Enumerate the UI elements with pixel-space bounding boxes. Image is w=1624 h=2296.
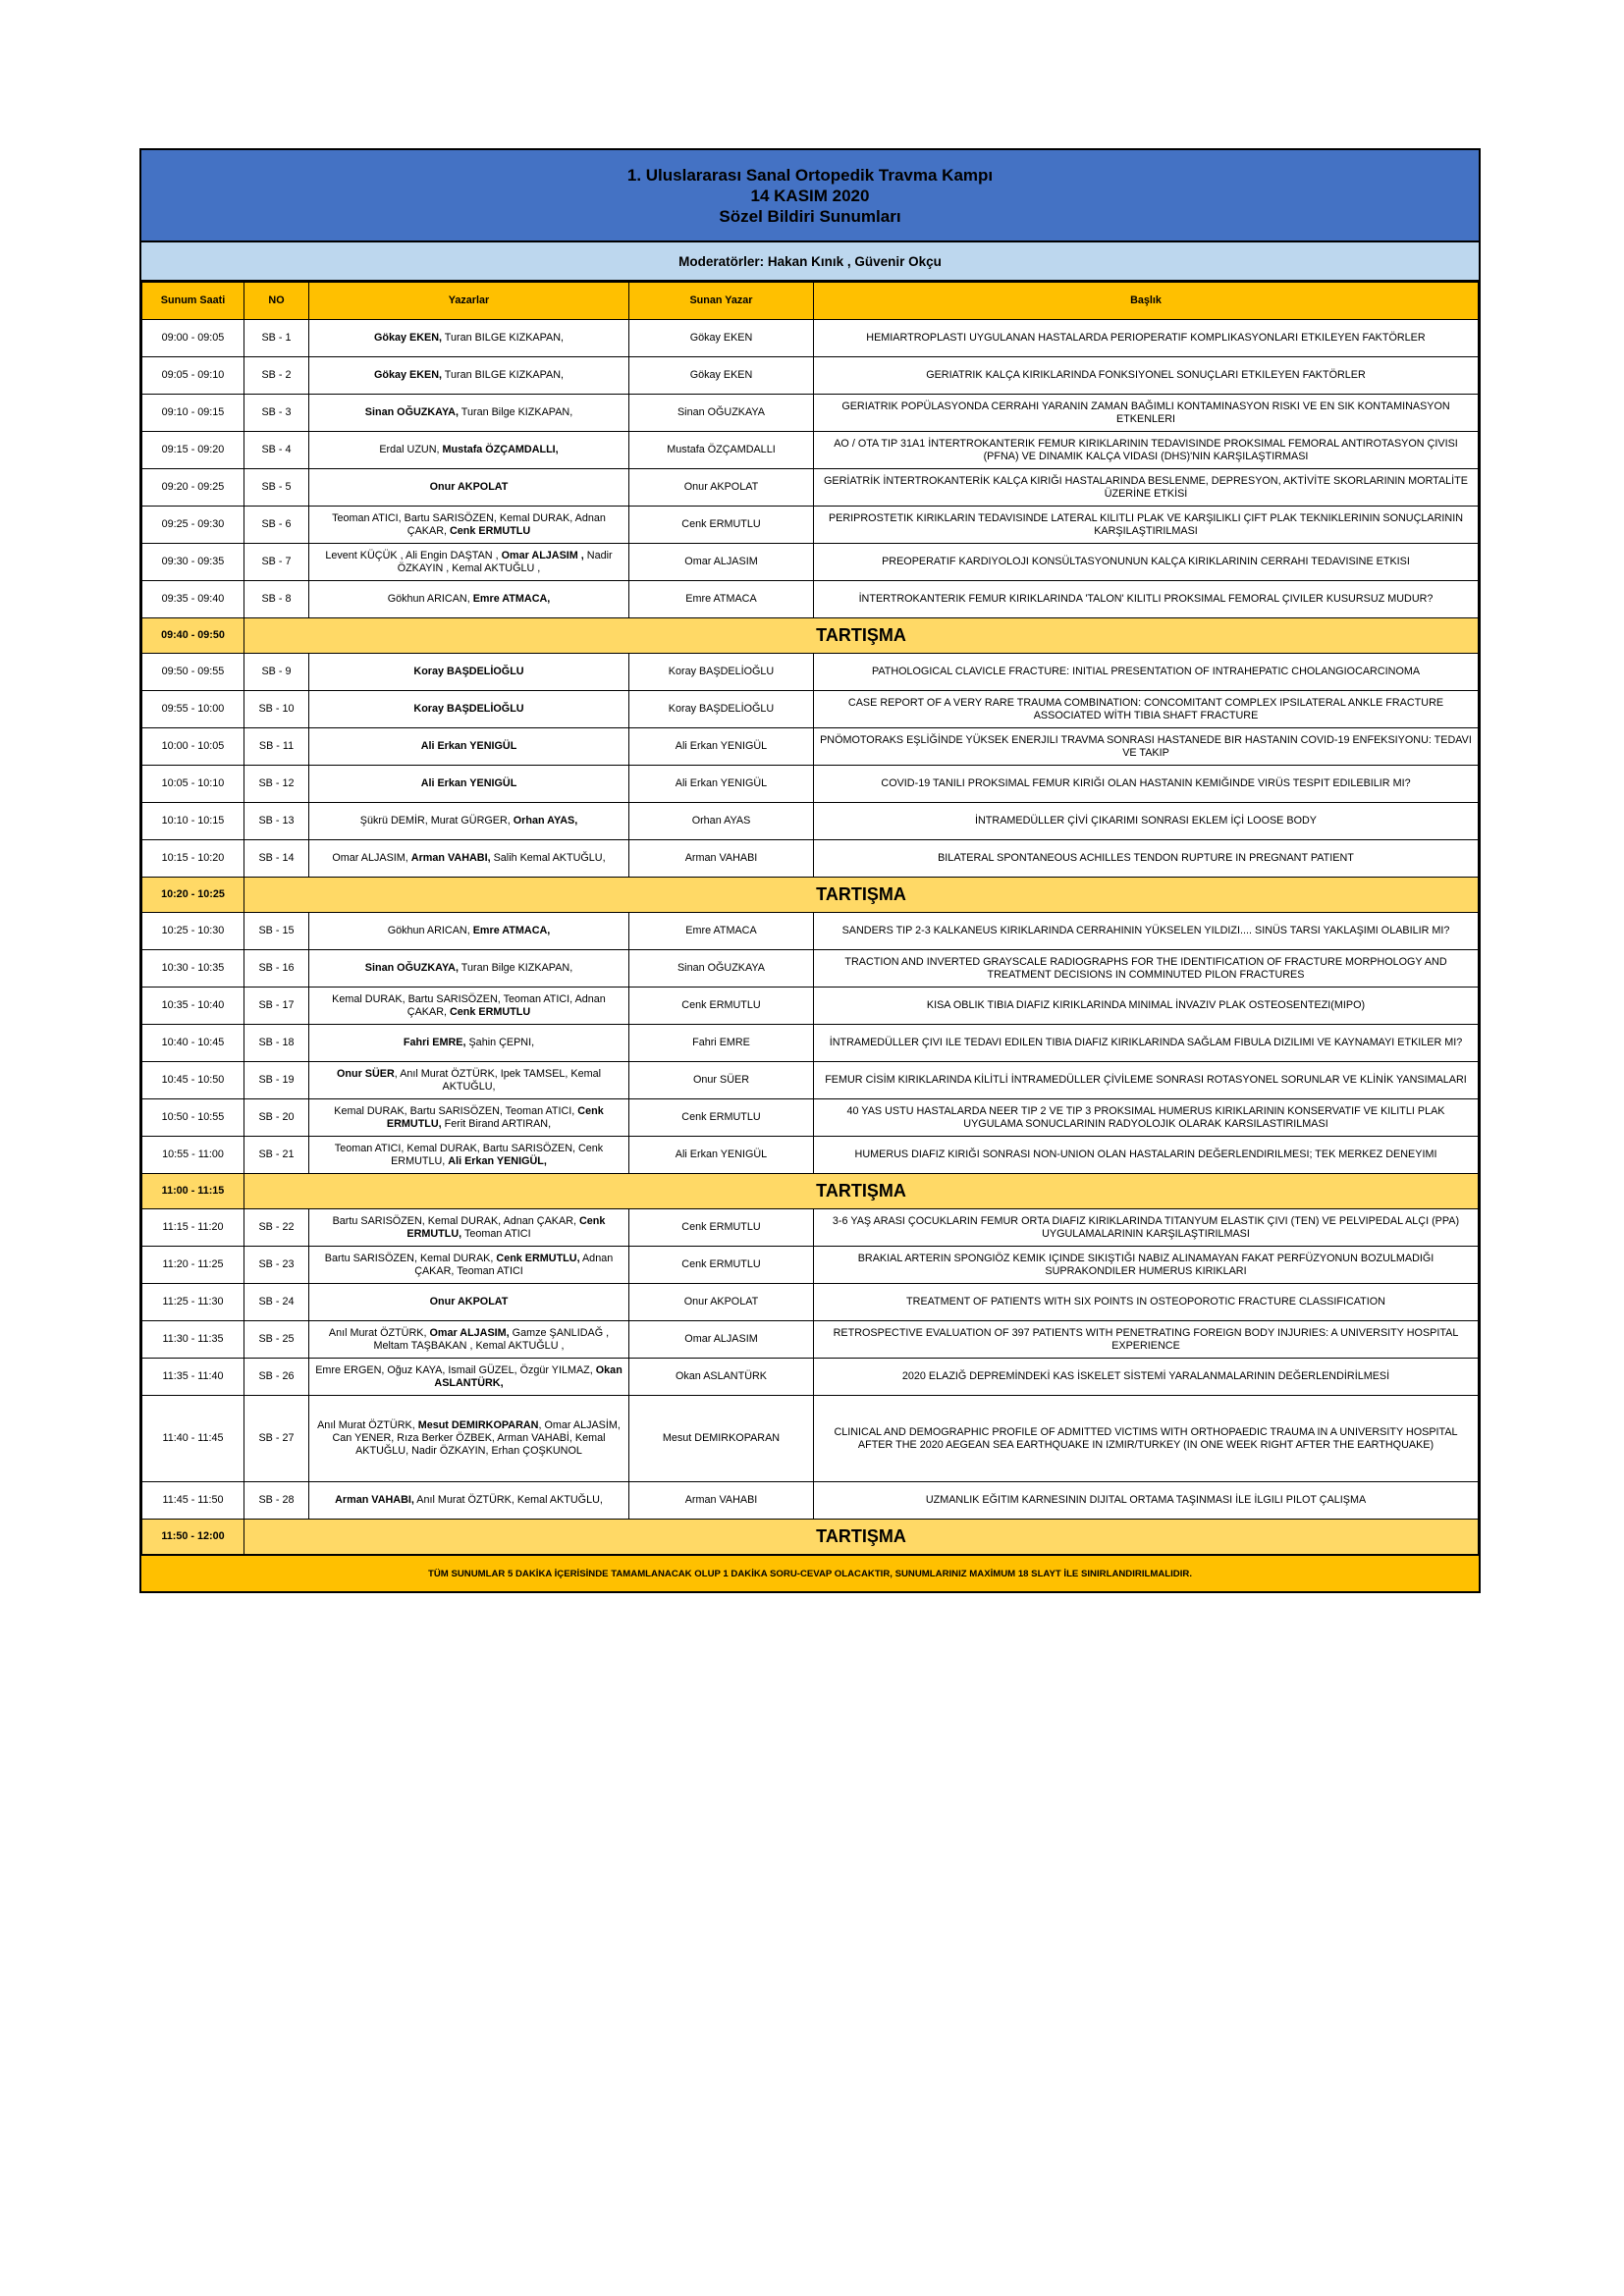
- presentation-title: AO / OTA TIP 31A1 İNTERTROKANTERIK FEMUR KIRIKLARININ TEDAVISINDE PROKSIMAL FEMORAL ANTIROTASYON ÇIVISI (PFNA) VE DINAMIK KALÇA VIDASI (DHS)'NIN KARŞILAŞTIRMASI: [814, 432, 1479, 469]
- presentation-row: [142, 507, 1479, 544]
- presenting-author-name: Ali Erkan YENIGÜL: [420, 777, 517, 789]
- authors-cell: [309, 654, 629, 691]
- presentation-row: [142, 395, 1479, 432]
- presentation-time: 09:00 - 09:05: [142, 320, 244, 357]
- presenting-author-name: Fahri EMRE,: [403, 1037, 466, 1048]
- discussion-time: 11:00 - 11:15: [142, 1174, 244, 1209]
- presentation-time: 10:00 - 10:05: [142, 728, 244, 766]
- discussion-label: TARTIŞMA: [244, 1174, 1479, 1209]
- presentation-no: SB - 5: [244, 469, 309, 507]
- presentation-title: PNÖMOTORAKS EŞLİĞİNDE YÜKSEK ENERJILI TRAVMA SONRASI HASTANEDE BIR HASTANIN COVID-19 ENFEKSIYONU: TEDAVI VE TAKIP: [814, 728, 1479, 766]
- presentation-title: UZMANLIK EĞITIM KARNESININ DIJITAL ORTAMA TAŞINMASI İLE İLGILI PILOT ÇALIŞMA: [814, 1482, 1479, 1520]
- authors-cell: [309, 766, 629, 803]
- header-row: [142, 283, 1479, 320]
- authors-cell: [309, 1359, 629, 1396]
- author-names: Gökhun ARICAN,: [387, 925, 473, 936]
- discussion-label: TARTIŞMA: [244, 1520, 1479, 1555]
- title-block: [141, 150, 1479, 242]
- schedule-table: [141, 282, 1479, 1555]
- presentation-no: SB - 7: [244, 544, 309, 581]
- presentation-time: 09:50 - 09:55: [142, 654, 244, 691]
- author-names: Levent KÜÇÜK , Ali Engin DAŞTAN ,: [325, 549, 502, 561]
- presenting-author-name: Onur SÜER: [337, 1067, 395, 1080]
- presenting-author-name: Koray BAŞDELİOĞLU: [413, 703, 524, 715]
- author-names: , Anıl Murat ÖZTÜRK, Ipek TAMSEL, Kemal AKTUĞLU,: [394, 1067, 601, 1093]
- presenter-name: Ali Erkan YENIGÜL: [629, 766, 814, 803]
- presentation-row: [142, 691, 1479, 728]
- presenting-author-name: Sinan OĞUZKAYA,: [364, 406, 459, 418]
- event-title: 1. Uluslararası Sanal Ortopedik Travma Kampı: [626, 165, 994, 185]
- presentation-no: SB - 16: [244, 950, 309, 988]
- authors-cell: [309, 1284, 629, 1321]
- authors-cell: [309, 581, 629, 618]
- presentation-no: SB - 14: [244, 840, 309, 878]
- author-names: Erdal UZUN,: [379, 444, 443, 455]
- presenting-author-name: Cenk ERMUTLU: [450, 1005, 531, 1018]
- author-names: Ferit Birand ARTIRAN,: [441, 1117, 552, 1130]
- authors-cell: [309, 1321, 629, 1359]
- presentation-no: SB - 6: [244, 507, 309, 544]
- authors-cell: [309, 320, 629, 357]
- authors-cell: [309, 1247, 629, 1284]
- presentation-row: [142, 988, 1479, 1025]
- presenter-name: Mesut DEMIRKOPARAN: [629, 1396, 814, 1482]
- session-title: Sözel Bildiri Sunumları: [719, 206, 901, 226]
- presenter-name: Mustafa ÖZÇAMDALLI: [629, 432, 814, 469]
- presenting-author-name: Arman VAHABI,: [335, 1494, 414, 1506]
- presenting-author-name: Cenk ERMUTLU: [450, 524, 531, 537]
- presentation-no: SB - 20: [244, 1099, 309, 1137]
- presenter-name: Gökay EKEN: [629, 320, 814, 357]
- author-names: Teoman ATICI, Kemal DURAK, Bartu SARISÖZEN, Cenk ERMUTLU,: [334, 1142, 604, 1167]
- presentation-title: BILATERAL SPONTANEOUS ACHILLES TENDON RUPTURE IN PREGNANT PATIENT: [814, 840, 1479, 878]
- presenter-name: Koray BAŞDELİOĞLU: [629, 691, 814, 728]
- presentation-time: 09:10 - 09:15: [142, 395, 244, 432]
- presentation-no: SB - 1: [244, 320, 309, 357]
- presenting-author-name: Cenk ERMUTLU,: [386, 1104, 604, 1130]
- presentation-no: SB - 25: [244, 1321, 309, 1359]
- presenting-author-name: Ali Erkan YENIGÜL,: [448, 1154, 547, 1167]
- authors-cell: [309, 913, 629, 950]
- presentation-title: 2020 ELAZIĞ DEPREMİNDEKİ KAS İSKELET SİSTEMİ YARALANMALARININ DEĞERLENDİRİLMESİ: [814, 1359, 1479, 1396]
- presentation-time: 11:20 - 11:25: [142, 1247, 244, 1284]
- author-names: Turan BILGE KIZKAPAN,: [442, 332, 565, 344]
- presentation-row: [142, 840, 1479, 878]
- author-names: Bartu SARISÖZEN, Kemal DURAK,: [324, 1252, 497, 1264]
- presentation-title: GERIATRIK POPÜLASYONDA CERRAHI YARANIN ZAMAN BAĞIMLI KONTAMINASYON RISKI VE EN SIK KONTAMINASYON ETKENLERI: [814, 395, 1479, 432]
- presentation-time: 10:35 - 10:40: [142, 988, 244, 1025]
- presentation-no: SB - 11: [244, 728, 309, 766]
- presenting-author-name: Omar ALJASIM ,: [501, 549, 584, 561]
- presentation-no: SB - 24: [244, 1284, 309, 1321]
- column-header-presenter: Sunan Yazar: [629, 283, 814, 320]
- authors-cell: [309, 950, 629, 988]
- author-names: Nadir ÖZKAYIN , Kemal AKTUĞLU ,: [397, 549, 613, 574]
- presentation-title: GERİATRİK İNTERTROKANTERİK KALÇA KIRIĞI HASTALARINDA BESLENME, DEPRESYON, AKTİVİTE SKORLARININ MORTALİTE ÜZERİNE ETKİSİ: [814, 469, 1479, 507]
- presenting-author-name: Emre ATMACA,: [472, 925, 551, 936]
- presenting-author-name: Mesut DEMIRKOPARAN: [417, 1419, 539, 1431]
- presentation-title: CLINICAL AND DEMOGRAPHIC PROFILE OF ADMITTED VICTIMS WITH ORTHOPAEDIC TRAUMA IN A UNIVERSITY HOSPITAL AFTER THE 2020 AEGEAN SEA EARTHQUAKE IN IZMIR/TURKEY (IN ONE WEEK RIGHT AFTER THE EARTHQUAKE): [814, 1396, 1479, 1482]
- presentation-no: SB - 15: [244, 913, 309, 950]
- presenter-name: Arman VAHABI: [629, 1482, 814, 1520]
- presentation-title: TREATMENT OF PATIENTS WITH SIX POINTS IN OSTEOPOROTIC FRACTURE CLASSIFICATION: [814, 1284, 1479, 1321]
- authors-cell: [309, 1062, 629, 1099]
- presenter-name: Arman VAHABI: [629, 840, 814, 878]
- presentation-row: [142, 432, 1479, 469]
- author-names: , Omar ALJASİM, Can YENER, Rıza Berker ÖZBEK, Arman VAHABİ, Kemal AKTUĞLU, Nadir ÖZKAYIN, Erhan ÇOŞKUNOL: [332, 1419, 621, 1457]
- presentation-row: [142, 1359, 1479, 1396]
- presentation-no: SB - 26: [244, 1359, 309, 1396]
- discussion-time: 11:50 - 12:00: [142, 1520, 244, 1555]
- discussion-label: TARTIŞMA: [244, 618, 1479, 654]
- authors-cell: [309, 988, 629, 1025]
- presenter-name: Onur AKPOLAT: [629, 1284, 814, 1321]
- column-header-no: NO: [244, 283, 309, 320]
- presentation-time: 10:50 - 10:55: [142, 1099, 244, 1137]
- presentation-title: İNTRAMEDÜLLER ÇIVI ILE TEDAVI EDILEN TIBIA DIAFIZ KIRIKLARINDA SAĞLAM FIBULA DIZILIMI VE KAYNAMAYI ETKILER MI?: [814, 1025, 1479, 1062]
- presentation-row: [142, 1099, 1479, 1137]
- presentation-title: GERIATRIK KALÇA KIRIKLARINDA FONKSIYONEL SONUÇLARI ETKILEYEN FAKTÖRLER: [814, 357, 1479, 395]
- presentation-row: [142, 581, 1479, 618]
- presentation-no: SB - 4: [244, 432, 309, 469]
- authors-cell: [309, 691, 629, 728]
- author-names: Kemal DURAK, Bartu SARISÖZEN, Teoman ATICI, Adnan ÇAKAR,: [332, 992, 606, 1018]
- presenter-name: Gökay EKEN: [629, 357, 814, 395]
- authors-cell: [309, 469, 629, 507]
- presenter-name: Emre ATMACA: [629, 581, 814, 618]
- presentation-title: KISA OBLIK TIBIA DIAFIZ KIRIKLARINDA MINIMAL İNVAZIV PLAK OSTEOSENTEZI(MIPO): [814, 988, 1479, 1025]
- event-date: 14 KASIM 2020: [750, 186, 870, 205]
- column-header-authors: Yazarlar: [309, 283, 629, 320]
- presentation-no: SB - 17: [244, 988, 309, 1025]
- authors-cell: [309, 1099, 629, 1137]
- presentation-no: SB - 27: [244, 1396, 309, 1482]
- program-sheet: [139, 148, 1481, 1593]
- author-names: Turan Bilge KIZKAPAN,: [458, 962, 573, 974]
- presentation-no: SB - 28: [244, 1482, 309, 1520]
- presentation-row: [142, 357, 1479, 395]
- presentation-time: 10:55 - 11:00: [142, 1137, 244, 1174]
- presentation-time: 11:45 - 11:50: [142, 1482, 244, 1520]
- presentation-no: SB - 12: [244, 766, 309, 803]
- discussion-row: [142, 878, 1479, 913]
- presentation-no: SB - 21: [244, 1137, 309, 1174]
- authors-cell: [309, 507, 629, 544]
- presentation-time: 09:35 - 09:40: [142, 581, 244, 618]
- presenting-author-name: Mustafa ÖZÇAMDALLI,: [442, 444, 559, 455]
- presentation-time: 11:25 - 11:30: [142, 1284, 244, 1321]
- presentation-time: 11:15 - 11:20: [142, 1209, 244, 1247]
- presentation-no: SB - 13: [244, 803, 309, 840]
- discussion-label: TARTIŞMA: [244, 878, 1479, 913]
- presentation-title: PREOPERATIF KARDIYOLOJI KONSÜLTASYONUNUN KALÇA KIRIKLARININ CERRAHI TEDAVISINE ETKISI: [814, 544, 1479, 581]
- presentation-no: SB - 2: [244, 357, 309, 395]
- presentation-time: 09:05 - 09:10: [142, 357, 244, 395]
- presentation-time: 10:10 - 10:15: [142, 803, 244, 840]
- presenter-name: Emre ATMACA: [629, 913, 814, 950]
- authors-cell: [309, 1482, 629, 1520]
- authors-cell: [309, 357, 629, 395]
- presenter-name: Ali Erkan YENIGÜL: [629, 1137, 814, 1174]
- presentation-no: SB - 9: [244, 654, 309, 691]
- moderators-bar: Moderatörler: Hakan Kınık , Güvenir Okçu: [141, 242, 1479, 282]
- presentation-title: BRAKIAL ARTERIN SPONGIÖZ KEMIK IÇINDE SIKIŞTIĞI NABIZ ALINAMAYAN FAKAT PERFÜZYONUN BOZULMADIĞI SUPRAKONDILER HUMERUS KIRIKLARI: [814, 1247, 1479, 1284]
- presentation-title: PERIPROSTETIK KIRIKLARIN TEDAVISINDE LATERAL KILITLI PLAK VE KARŞILIKLI ÇIFT PLAK TEKNIKLERININ SONUÇLARININ KARŞILAŞTIRILMASI: [814, 507, 1479, 544]
- presentation-time: 09:15 - 09:20: [142, 432, 244, 469]
- presentation-time: 09:30 - 09:35: [142, 544, 244, 581]
- author-names: Anıl Murat ÖZTÜRK,: [317, 1419, 418, 1431]
- presenting-author-name: Sinan OĞUZKAYA,: [364, 962, 459, 974]
- presenter-name: Onur SÜER: [629, 1062, 814, 1099]
- authors-cell: [309, 544, 629, 581]
- presentation-title: İNTERTROKANTERIK FEMUR KIRIKLARINDA 'TALON' KILITLI PROKSIMAL FEMORAL ÇIVILER KUSURSUZ MUDUR?: [814, 581, 1479, 618]
- author-names: Adnan ÇAKAR, Teoman ATICI: [414, 1252, 614, 1277]
- discussion-row: [142, 1520, 1479, 1555]
- presentation-title: FEMUR CİSİM KIRIKLARINDA KİLİTLİ İNTRAMEDÜLLER ÇİVİLEME SONRASI ROTASYONEL SORUNLAR VE KLİNİK YANSIMALARI: [814, 1062, 1479, 1099]
- presentation-time: 09:20 - 09:25: [142, 469, 244, 507]
- authors-cell: [309, 803, 629, 840]
- presenting-author-name: Onur AKPOLAT: [429, 1296, 509, 1308]
- author-names: Teoman ATICI: [461, 1227, 531, 1240]
- presenter-name: Koray BAŞDELİOĞLU: [629, 654, 814, 691]
- presentation-row: [142, 728, 1479, 766]
- authors-cell: [309, 1396, 629, 1482]
- presentation-title: İNTRAMEDÜLLER ÇİVİ ÇIKARIMI SONRASI EKLEM İÇİ LOOSE BODY: [814, 803, 1479, 840]
- presentation-row: [142, 913, 1479, 950]
- presentation-row: [142, 1396, 1479, 1482]
- presentation-title: SANDERS TIP 2-3 KALKANEUS KIRIKLARINDA CERRAHININ YÜKSELEN YILDIZI.... SINÜS TARSI YAKLAŞIMI OLABILIR MI?: [814, 913, 1479, 950]
- author-names: Omar ALJASIM,: [332, 852, 411, 864]
- footer-note: TÜM SUNUMLAR 5 DAKİKA İÇERİSİNDE TAMAMLANACAK OLUP 1 DAKİKA SORU-CEVAP OLACAKTIR, SUNUMLARINIZ MAXİMUM 18 SLAYT İLE SINIRLANDIRILMALIDIR.: [141, 1555, 1479, 1591]
- discussion-time: 10:20 - 10:25: [142, 878, 244, 913]
- presentation-no: SB - 8: [244, 581, 309, 618]
- presenting-author-name: Arman VAHABI,: [410, 852, 491, 864]
- presentation-row: [142, 654, 1479, 691]
- authors-cell: [309, 1209, 629, 1247]
- presenting-author-name: Cenk ERMUTLU,: [496, 1252, 580, 1264]
- column-header-title: Başlık: [814, 283, 1479, 320]
- presentation-time: 10:05 - 10:10: [142, 766, 244, 803]
- presentation-no: SB - 19: [244, 1062, 309, 1099]
- schedule-body: [142, 320, 1479, 1555]
- presenter-name: Onur AKPOLAT: [629, 469, 814, 507]
- presentation-time: 09:25 - 09:30: [142, 507, 244, 544]
- author-names: Kemal DURAK, Bartu SARISÖZEN, Teoman ATICI,: [334, 1104, 578, 1117]
- author-names: Anıl Murat ÖZTÜRK, Kemal AKTUĞLU,: [413, 1494, 603, 1506]
- presentation-title: HEMIARTROPLASTI UYGULANAN HASTALARDA PERIOPERATIF KOMPLIKASYONLARI ETKILEYEN FAKTÖRLER: [814, 320, 1479, 357]
- presenting-author-name: Onur AKPOLAT: [429, 481, 509, 493]
- authors-cell: [309, 1025, 629, 1062]
- presentation-row: [142, 1209, 1479, 1247]
- presenter-name: Cenk ERMUTLU: [629, 507, 814, 544]
- presentation-title: COVID-19 TANILI PROKSIMAL FEMUR KIRIĞI OLAN HASTANIN KEMIĞINDE VIRÜS TESPIT EDILEBILIR MI?: [814, 766, 1479, 803]
- presentation-row: [142, 544, 1479, 581]
- presenter-name: Omar ALJASIM: [629, 544, 814, 581]
- presentation-row: [142, 320, 1479, 357]
- presentation-time: 10:45 - 10:50: [142, 1062, 244, 1099]
- presentation-row: [142, 1321, 1479, 1359]
- presenter-name: Ali Erkan YENIGÜL: [629, 728, 814, 766]
- author-names: Gamze ŞANLIDAĞ , Meltam TAŞBAKAN , Kemal AKTUĞLU ,: [373, 1326, 610, 1352]
- author-names: Emre ERGEN, Oğuz KAYA, Ismail GÜZEL, Özgür YILMAZ,: [315, 1363, 596, 1376]
- presentation-time: 11:30 - 11:35: [142, 1321, 244, 1359]
- presentation-no: SB - 3: [244, 395, 309, 432]
- author-names: Teoman ATICI, Bartu SARISÖZEN, Kemal DURAK, Adnan ÇAKAR,: [332, 511, 606, 537]
- presenting-author-name: Ali Erkan YENIGÜL: [420, 740, 517, 752]
- presenter-name: Cenk ERMUTLU: [629, 1099, 814, 1137]
- author-names: Gökhun ARICAN,: [387, 593, 473, 605]
- presentation-title: 3-6 YAŞ ARASI ÇOCUKLARIN FEMUR ORTA DIAFIZ KIRIKLARINDA TITANYUM ELASTIK ÇIVI (TEN) VE PELVIPEDAL ALÇI (PPA) UYGULAMALARININ KARŞILAŞTIRILMASI: [814, 1209, 1479, 1247]
- presentation-row: [142, 1284, 1479, 1321]
- presenting-author-name: Cenk ERMUTLU,: [406, 1214, 606, 1240]
- author-names: Şahin ÇEPNI,: [465, 1037, 535, 1048]
- presentation-title: HUMERUS DIAFIZ KIRIĞI SONRASI NON-UNION OLAN HASTALARIN DEĞERLENDIRILMESI; TEK MERKEZ DENEYIMI: [814, 1137, 1479, 1174]
- presentation-time: 10:30 - 10:35: [142, 950, 244, 988]
- presenting-author-name: Omar ALJASIM,: [429, 1326, 510, 1339]
- presenter-name: Sinan OĞUZKAYA: [629, 395, 814, 432]
- discussion-row: [142, 618, 1479, 654]
- presentation-row: [142, 1137, 1479, 1174]
- presenter-name: Cenk ERMUTLU: [629, 1209, 814, 1247]
- presenter-name: Omar ALJASIM: [629, 1321, 814, 1359]
- presenter-name: Cenk ERMUTLU: [629, 1247, 814, 1284]
- authors-cell: [309, 432, 629, 469]
- presenting-author-name: Okan ASLANTÜRK,: [434, 1363, 623, 1389]
- presentation-no: SB - 18: [244, 1025, 309, 1062]
- presentation-time: 09:55 - 10:00: [142, 691, 244, 728]
- presenting-author-name: Emre ATMACA,: [472, 593, 551, 605]
- presentation-title: 40 YAS USTU HASTALARDA NEER TIP 2 VE TIP 3 PROKSIMAL HUMERUS KIRIKLARININ KONSERVATIF VE KILITLI PLAK UYGULAMA SONUCLARININ RADYOLOJIK OLARAK KARSILASTIRILMASI: [814, 1099, 1479, 1137]
- presenting-author-name: Gökay EKEN,: [373, 369, 442, 381]
- presenting-author-name: Orhan AYAS,: [513, 815, 578, 827]
- presentation-row: [142, 1247, 1479, 1284]
- discussion-row: [142, 1174, 1479, 1209]
- presentation-row: [142, 1025, 1479, 1062]
- presenter-name: Fahri EMRE: [629, 1025, 814, 1062]
- presentation-time: 11:35 - 11:40: [142, 1359, 244, 1396]
- presentation-title: PATHOLOGICAL CLAVICLE FRACTURE: INITIAL PRESENTATION OF INTRAHEPATIC CHOLANGIOCARCINOMA: [814, 654, 1479, 691]
- authors-cell: [309, 1137, 629, 1174]
- presentation-time: 10:40 - 10:45: [142, 1025, 244, 1062]
- authors-cell: [309, 395, 629, 432]
- author-names: Bartu SARISÖZEN, Kemal DURAK, Adnan ÇAKAR,: [332, 1214, 579, 1227]
- presenter-name: Orhan AYAS: [629, 803, 814, 840]
- presentation-title: CASE REPORT OF A VERY RARE TRAUMA COMBINATION: CONCOMITANT COMPLEX IPSILATERAL ANKLE FRACTURE ASSOCIATED WİTH TIBIA SHAFT FRACTURE: [814, 691, 1479, 728]
- presentation-row: [142, 766, 1479, 803]
- presentation-title: RETROSPECTIVE EVALUATION OF 397 PATIENTS WITH PENETRATING FOREIGN BODY INJURIES: A UNIVERSITY HOSPITAL EXPERIENCE: [814, 1321, 1479, 1359]
- presenter-name: Sinan OĞUZKAYA: [629, 950, 814, 988]
- presentation-row: [142, 803, 1479, 840]
- authors-cell: [309, 728, 629, 766]
- presenter-name: Cenk ERMUTLU: [629, 988, 814, 1025]
- column-header-time: Sunum Saati: [142, 283, 244, 320]
- presenting-author-name: Gökay EKEN,: [373, 332, 442, 344]
- presentation-row: [142, 1062, 1479, 1099]
- presentation-no: SB - 22: [244, 1209, 309, 1247]
- author-names: Salih Kemal AKTUĞLU,: [490, 852, 606, 864]
- presentation-title: TRACTION AND INVERTED GRAYSCALE RADIOGRAPHS FOR THE IDENTIFICATION OF FRACTURE MORPHOLOGY AND TREATMENT DECISIONS IN COMMINUTED PILON FRACTURES: [814, 950, 1479, 988]
- presentation-row: [142, 950, 1479, 988]
- author-names: Turan BILGE KIZKAPAN,: [442, 369, 565, 381]
- author-names: Turan Bilge KIZKAPAN,: [458, 406, 573, 418]
- presentation-no: SB - 23: [244, 1247, 309, 1284]
- presentation-row: [142, 469, 1479, 507]
- presentation-row: [142, 1482, 1479, 1520]
- discussion-time: 09:40 - 09:50: [142, 618, 244, 654]
- presentation-time: 10:25 - 10:30: [142, 913, 244, 950]
- authors-cell: [309, 840, 629, 878]
- presentation-time: 11:40 - 11:45: [142, 1396, 244, 1482]
- presentation-time: 10:15 - 10:20: [142, 840, 244, 878]
- author-names: Anıl Murat ÖZTÜRK,: [328, 1326, 430, 1339]
- presenting-author-name: Koray BAŞDELİOĞLU: [413, 666, 524, 677]
- author-names: Şükrü DEMİR, Murat GÜRGER,: [359, 815, 514, 827]
- presentation-no: SB - 10: [244, 691, 309, 728]
- presenter-name: Okan ASLANTÜRK: [629, 1359, 814, 1396]
